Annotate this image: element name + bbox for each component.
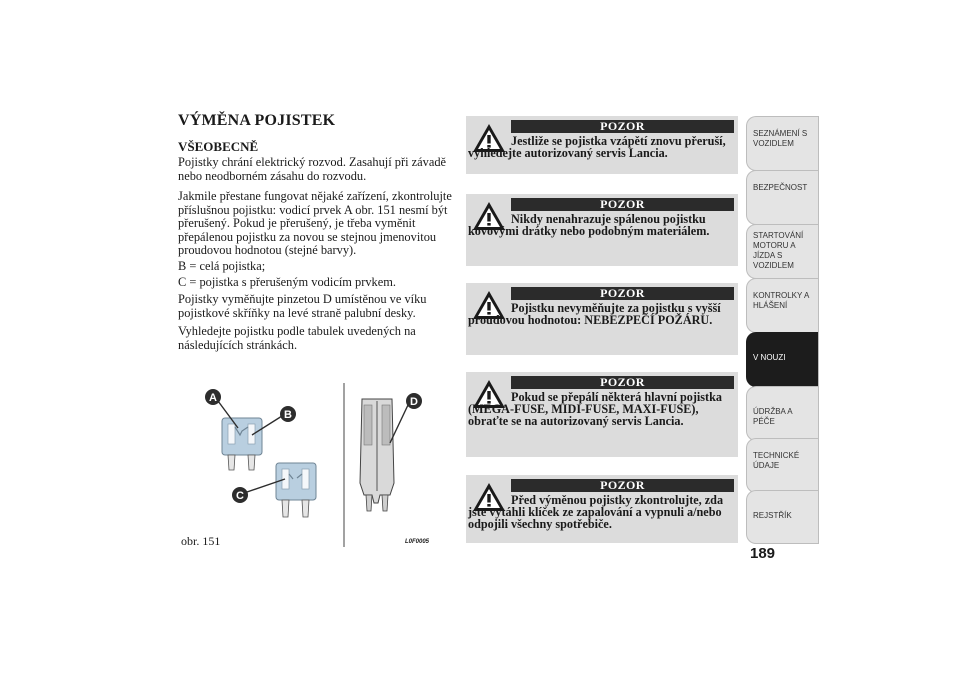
section-title: VÝMĚNA POJISTEK	[178, 112, 336, 129]
warning-box	[466, 194, 738, 266]
tab-rejstrik[interactable]	[746, 490, 818, 544]
tab-v-nouzi[interactable]	[746, 332, 818, 387]
tab-startovani[interactable]	[746, 224, 818, 279]
warning-text: Nikdy nenahrazuje spálenou pojistku kovovými drátky nebo podobným materiálem.	[468, 212, 710, 239]
tab-label: V NOUZI	[753, 353, 786, 362]
warning-box	[466, 372, 738, 457]
warning-box	[466, 283, 738, 355]
tab-label: ÚDRŽBA A PÉČE	[753, 407, 793, 426]
paragraph-tables: Vyhledejte pojistku podle tabulek uvedených na následujících stránkách.	[178, 324, 416, 352]
warning-box	[466, 116, 738, 174]
warning-text: Jestliže se pojistka vzápětí znovu přeruší, vyhledejte autorizovaný servis Lancia.	[468, 134, 726, 161]
warning-header: POZOR	[511, 287, 734, 300]
warning-box	[466, 475, 738, 543]
warning-header: POZOR	[511, 198, 734, 211]
page-number: 189	[750, 545, 776, 562]
fuse-figure	[178, 383, 448, 547]
tab-label: REJSTŘÍK	[753, 511, 792, 520]
fuse-blown-illustration	[276, 463, 316, 517]
label-b: B	[284, 409, 292, 421]
tab-label: STARTOVÁNÍ MOTORU A JÍZDA S VOZIDLEM	[753, 231, 804, 270]
warning-text: Pojistku nevyměňujte za pojistku s vyšší proudovou hodnotou: NEBEZPEČÍ POŽÁRU.	[468, 301, 721, 328]
subsection-title: VŠEOBECNĚ	[178, 139, 259, 154]
warning-header: POZOR	[511, 479, 734, 492]
tab-bezpecnost[interactable]	[746, 170, 818, 225]
paragraph-check-fuse: Jakmile přestane fungovat nějaké zařízení, zkontrolujte příslušnou pojistku: vodicí prvek A obr. 151 nesmí být přerušený. Pokud je přerušený, je třeba vyměnit přepálenou pojistku za novou se stejnou jmenovitou proudovou hodnotou (stejné barvy).	[178, 189, 452, 257]
paragraph-intro: Pojistky chrání elektrický rozvod. Zasahují při závadě nebo neodborném zásahu do rozvodu.	[178, 155, 447, 183]
figure-caption: obr. 151	[181, 534, 221, 548]
paragraph-tweezers: Pojistky vyměňujte pinzetou D umístěnou ve víku pojistkové skříňky na levé straně palubní desky.	[178, 292, 427, 320]
label-c: C	[236, 490, 244, 502]
tab-seznameni-s-vozidlem[interactable]	[746, 116, 818, 171]
tab-udrzba[interactable]	[746, 386, 818, 441]
fuse-intact-illustration	[222, 418, 262, 470]
label-a: A	[209, 392, 217, 404]
tab-technicke-udaje[interactable]	[746, 438, 818, 493]
warning-header: POZOR	[511, 120, 734, 133]
tab-label: KONTROLKY A HLÁŠENÍ	[753, 291, 809, 310]
figure-code: L0F0005	[405, 539, 430, 545]
warning-text: Pokud se přepálí některá hlavní pojistka (MEGA-FUSE, MIDI-FUSE, MAXI-FUSE), obraťte se na autorizovaný servis Lancia.	[468, 390, 722, 429]
tabs-divider	[818, 116, 819, 544]
tab-kontrolky[interactable]	[746, 278, 818, 333]
paragraph-c-legend: C = pojistka s přerušeným vodicím prvkem.	[178, 275, 396, 289]
tab-label: BEZPEČNOST	[753, 183, 808, 192]
tab-label: SEZNÁMENÍ S VOZIDLEM	[753, 129, 808, 148]
warning-text: Před výměnou pojistky zkontrolujte, zda jste vytáhli klíček ze zapalování a vypnuli a/nebo odpojili všechny spotřebiče.	[468, 493, 724, 532]
label-d: D	[410, 396, 418, 408]
warning-header: POZOR	[511, 376, 734, 389]
paragraph-b-legend: B = celá pojistka;	[178, 259, 266, 273]
tweezers-illustration	[360, 399, 394, 511]
tab-label: TECHNICKÉ ÚDAJE	[753, 451, 800, 470]
